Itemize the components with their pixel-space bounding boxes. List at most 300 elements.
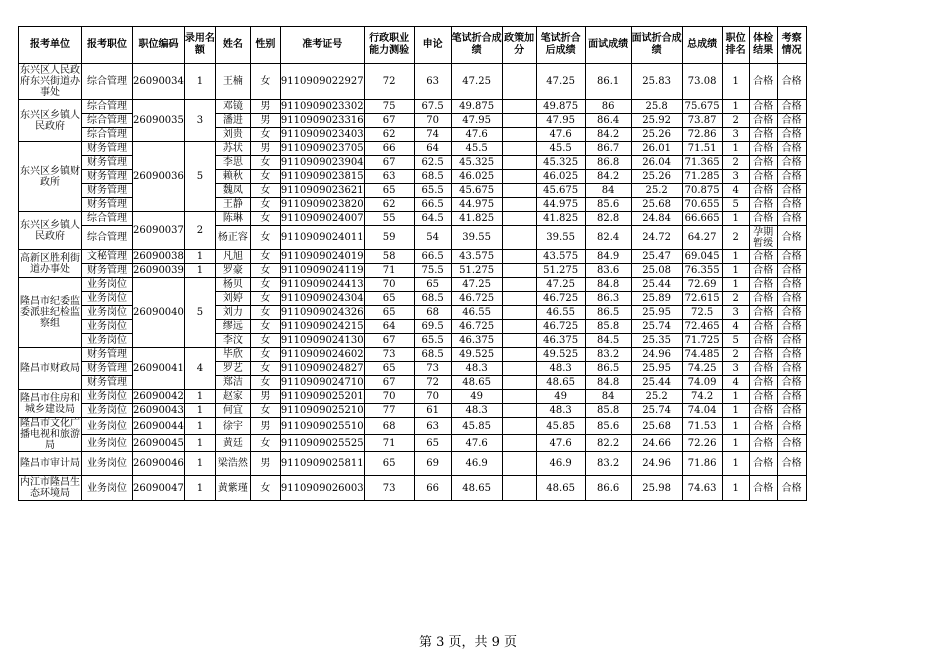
post-cell: 综合管理 — [82, 114, 133, 128]
interview-score-cell: 86.1 — [585, 64, 631, 100]
post-cell: 财务管理 — [82, 184, 133, 198]
total-score-cell: 72.615 — [682, 292, 722, 306]
shenlun-score-cell: 65 — [414, 435, 451, 452]
name-cell: 赖秋 — [215, 170, 250, 184]
interview-score-cell: 85.8 — [585, 320, 631, 334]
physical-result-cell: 合格 — [749, 64, 777, 100]
sex-cell: 女 — [250, 264, 280, 278]
exam-id-cell: 9110909022927 — [280, 64, 364, 100]
exam-id-cell: 9110909023904 — [280, 157, 364, 168]
physical-result-cell: 合格 — [749, 278, 777, 292]
post-cell: 业务岗位 — [82, 320, 133, 334]
written-converted-cell: 45.5 — [451, 142, 502, 156]
physical-result-cell: 合格 — [749, 156, 777, 170]
interview-score-cell: 86 — [585, 100, 631, 114]
xingce-score-cell: 63 — [364, 170, 414, 184]
xingce-score-cell: 65 — [364, 362, 414, 376]
physical-result-cell: 孕期暂缓 — [749, 226, 777, 250]
interview-converted-cell: 24.96 — [631, 348, 682, 362]
name-cell: 黄紫瑾 — [215, 476, 250, 501]
policy-bonus-cell — [502, 348, 536, 362]
xingce-score-cell: 73 — [364, 476, 414, 501]
shenlun-score-cell: 68.5 — [414, 348, 451, 362]
written-final-cell: 39.55 — [536, 226, 585, 250]
inspection-cell: 合格 — [777, 362, 806, 376]
xingce-score-cell: 62 — [364, 128, 414, 142]
interview-converted-cell: 25.89 — [631, 292, 682, 306]
name-cell: 郑洁 — [215, 376, 250, 390]
policy-bonus-cell — [502, 435, 536, 452]
exam-id-cell: 9110909023316 — [280, 115, 364, 126]
shenlun-score-cell: 70 — [414, 114, 451, 128]
post-cell: 业务岗位 — [82, 418, 133, 435]
sex-cell: 男 — [250, 390, 280, 404]
written-final-cell: 45.325 — [536, 156, 585, 170]
column-header: 姓名 — [215, 27, 250, 64]
exam-id-cell: 9110909025510 — [280, 418, 364, 435]
quota-cell: 1 — [184, 476, 215, 501]
exam-id-cell: 9110909024119 — [280, 265, 364, 276]
exam-id-cell: 9110909023302 — [280, 101, 364, 112]
unit-cell: 隆昌市财政局 — [19, 348, 82, 390]
code-cell: 26090045 — [133, 435, 185, 452]
shenlun-score-cell: 70 — [414, 390, 451, 404]
rank-cell: 1 — [722, 404, 749, 418]
shenlun-score-cell: 63 — [414, 64, 451, 100]
code-cell: 26090047 — [133, 476, 185, 501]
written-final-cell: 45.5 — [536, 142, 585, 156]
policy-bonus-cell — [502, 156, 536, 170]
inspection-cell: 合格 — [777, 452, 806, 476]
shenlun-score-cell: 65.5 — [414, 184, 451, 198]
column-header: 总成绩 — [682, 27, 722, 64]
shenlun-score-cell: 62.5 — [414, 156, 451, 170]
column-header: 准考证号 — [280, 27, 364, 64]
written-final-cell: 48.65 — [536, 376, 585, 390]
inspection-cell: 合格 — [777, 156, 806, 170]
total-score-cell: 71.53 — [682, 418, 722, 435]
post-cell: 财务管理 — [82, 156, 133, 170]
quota-cell: 4 — [184, 348, 215, 390]
xingce-score-cell: 72 — [364, 64, 414, 100]
shenlun-score-cell: 66.5 — [414, 250, 451, 264]
name-cell: 陈琳 — [215, 212, 250, 226]
page-footer: 第 3 页，共 9 页 — [418, 635, 518, 650]
name-cell: 罗豪 — [215, 264, 250, 278]
interview-score-cell: 86.5 — [585, 362, 631, 376]
policy-bonus-cell — [502, 278, 536, 292]
sex-cell: 女 — [250, 320, 280, 334]
sex-cell: 女 — [250, 226, 280, 250]
physical-result-cell: 合格 — [749, 435, 777, 452]
sex-cell: 女 — [250, 250, 280, 264]
interview-converted-cell: 25.74 — [631, 320, 682, 334]
interview-converted-cell: 25.68 — [631, 198, 682, 212]
physical-result-cell: 合格 — [749, 250, 777, 264]
written-final-cell: 48.3 — [536, 362, 585, 376]
sex-cell: 男 — [250, 114, 280, 128]
post-cell: 财务管理 — [82, 264, 133, 278]
shenlun-score-cell: 65.5 — [414, 334, 451, 348]
written-final-cell: 46.725 — [536, 292, 585, 306]
policy-bonus-cell — [502, 320, 536, 334]
interview-score-cell: 85.6 — [585, 418, 631, 435]
xingce-score-cell: 75 — [364, 100, 414, 114]
rank-cell: 3 — [722, 128, 749, 142]
exam-id-cell: 9110909023621 — [280, 185, 364, 196]
table-row — [19, 250, 807, 264]
column-header: 行政职业能力测验 — [364, 27, 414, 64]
sex-cell: 男 — [250, 142, 280, 156]
interview-score-cell: 86.8 — [585, 156, 631, 170]
xingce-score-cell: 62 — [364, 198, 414, 212]
written-converted-cell: 43.575 — [451, 250, 502, 264]
post-cell: 业务岗位 — [82, 306, 133, 320]
total-score-cell: 71.365 — [682, 156, 722, 170]
total-score-cell: 72.5 — [682, 306, 722, 320]
physical-result-cell: 合格 — [749, 142, 777, 156]
unit-cell: 东兴区乡镇财政所 — [19, 142, 82, 212]
policy-bonus-cell — [502, 226, 536, 250]
sex-cell: 女 — [250, 362, 280, 376]
inspection-cell: 合格 — [777, 306, 806, 320]
written-converted-cell: 39.55 — [451, 226, 502, 250]
column-header: 政策加分 — [502, 27, 536, 64]
rank-cell: 2 — [722, 348, 749, 362]
table-body — [19, 64, 807, 501]
physical-result-cell: 合格 — [749, 376, 777, 390]
quota-cell: 2 — [184, 212, 215, 250]
interview-score-cell: 86.6 — [585, 476, 631, 501]
interview-score-cell: 82.8 — [585, 212, 631, 226]
quota-cell: 1 — [184, 418, 215, 435]
xingce-score-cell: 71 — [364, 435, 414, 452]
written-converted-cell: 45.675 — [451, 184, 502, 198]
xingce-score-cell: 65 — [364, 292, 414, 306]
name-cell: 罗艺 — [215, 362, 250, 376]
interview-score-cell: 84.2 — [585, 128, 631, 142]
total-score-cell: 71.285 — [682, 170, 722, 184]
total-score-cell: 74.04 — [682, 404, 722, 418]
table-row — [19, 418, 807, 435]
name-cell: 凡旭 — [215, 250, 250, 264]
post-cell: 财务管理 — [82, 376, 133, 390]
total-score-cell: 73.87 — [682, 114, 722, 128]
interview-score-cell: 82.4 — [585, 226, 631, 250]
name-cell: 杨贝 — [215, 278, 250, 292]
interview-score-cell: 84.8 — [585, 278, 631, 292]
name-cell: 李汶 — [215, 334, 250, 348]
total-score-cell: 74.485 — [682, 348, 722, 362]
policy-bonus-cell — [502, 184, 536, 198]
shenlun-score-cell: 65 — [414, 278, 451, 292]
written-converted-cell: 49 — [451, 390, 502, 404]
table-row — [19, 404, 807, 418]
table-row — [19, 390, 807, 404]
table-row — [19, 278, 807, 292]
written-final-cell: 47.6 — [536, 435, 585, 452]
column-header: 职位排名 — [722, 27, 749, 64]
unit-cell: 隆昌市文化广播电视和旅游局 — [20, 418, 80, 451]
xingce-score-cell: 70 — [364, 390, 414, 404]
physical-result-cell: 合格 — [749, 334, 777, 348]
post-cell: 财务管理 — [82, 362, 133, 376]
total-score-cell: 69.045 — [682, 250, 722, 264]
total-score-cell: 72.69 — [682, 278, 722, 292]
total-score-cell: 75.675 — [682, 100, 722, 114]
shenlun-score-cell: 75.5 — [414, 264, 451, 278]
shenlun-score-cell: 66.5 — [414, 198, 451, 212]
name-cell: 何宜 — [215, 404, 250, 418]
code-cell: 26090038 — [133, 251, 184, 262]
shenlun-score-cell: 72 — [414, 376, 451, 390]
interview-converted-cell: 25.2 — [631, 390, 682, 404]
sex-cell: 男 — [250, 100, 280, 114]
post-cell: 业务岗位 — [82, 390, 133, 404]
rank-cell: 1 — [722, 212, 749, 226]
written-final-cell: 45.675 — [536, 184, 585, 198]
unit-cell: 东兴区乡镇人民政府 — [19, 212, 82, 250]
interview-score-cell: 84.2 — [585, 170, 631, 184]
unit-cell: 隆昌市纪委监委派驻纪检监察组 — [19, 278, 82, 348]
interview-converted-cell: 25.95 — [631, 362, 682, 376]
sex-cell: 女 — [250, 476, 280, 501]
interview-score-cell: 84.5 — [585, 334, 631, 348]
name-cell: 邓镜 — [215, 100, 250, 114]
rank-cell: 1 — [722, 100, 749, 114]
xingce-score-cell: 65 — [364, 184, 414, 198]
inspection-cell: 合格 — [777, 348, 806, 362]
interview-converted-cell: 24.72 — [631, 226, 682, 250]
xingce-score-cell: 77 — [364, 404, 414, 418]
xingce-score-cell: 65 — [364, 306, 414, 320]
rank-cell: 1 — [722, 476, 749, 501]
name-cell: 刘贵 — [215, 128, 250, 142]
written-final-cell: 45.85 — [536, 418, 585, 435]
written-converted-cell: 47.25 — [451, 64, 502, 100]
written-converted-cell: 45.325 — [451, 156, 502, 170]
interview-converted-cell: 25.83 — [631, 64, 682, 100]
physical-result-cell: 合格 — [749, 114, 777, 128]
interview-score-cell: 84 — [585, 184, 631, 198]
interview-converted-cell: 25.68 — [631, 418, 682, 435]
written-converted-cell: 47.95 — [451, 114, 502, 128]
written-final-cell: 49.875 — [536, 100, 585, 114]
total-score-cell: 74.25 — [682, 362, 722, 376]
written-converted-cell: 46.725 — [451, 320, 502, 334]
rank-cell: 3 — [722, 170, 749, 184]
sex-cell: 女 — [250, 334, 280, 348]
column-header: 笔试折合后成绩 — [536, 27, 585, 64]
post-cell: 财务管理 — [82, 348, 133, 362]
table-row — [19, 452, 807, 476]
header-row — [19, 27, 807, 64]
rank-cell: 1 — [722, 142, 749, 156]
inspection-cell: 合格 — [777, 334, 806, 348]
xingce-score-cell: 59 — [364, 226, 414, 250]
quota-cell: 1 — [184, 264, 215, 278]
name-cell: 苏状 — [215, 142, 250, 156]
exam-id-cell: 9110909025210 — [280, 405, 364, 416]
inspection-cell: 合格 — [777, 250, 806, 264]
exam-id-cell: 9110909024827 — [280, 363, 364, 374]
sex-cell: 女 — [250, 128, 280, 142]
quota-cell: 5 — [184, 142, 215, 212]
interview-converted-cell: 25.8 — [631, 100, 682, 114]
physical-result-cell: 合格 — [749, 390, 777, 404]
post-cell: 财务管理 — [82, 142, 133, 156]
interview-converted-cell: 24.84 — [631, 212, 682, 226]
table-row — [19, 142, 807, 156]
rank-cell: 1 — [722, 435, 749, 452]
interview-score-cell: 84.9 — [585, 250, 631, 264]
policy-bonus-cell — [502, 100, 536, 114]
sex-cell: 女 — [250, 435, 280, 452]
inspection-cell: 合格 — [777, 100, 806, 114]
name-cell: 王静 — [215, 198, 250, 212]
xingce-score-cell: 65 — [364, 452, 414, 476]
inspection-cell: 合格 — [777, 376, 806, 390]
inspection-cell: 合格 — [777, 264, 806, 278]
sex-cell: 女 — [250, 64, 280, 100]
rank-cell: 4 — [722, 320, 749, 334]
physical-result-cell: 合格 — [749, 418, 777, 435]
xingce-score-cell: 67 — [364, 376, 414, 390]
interview-converted-cell: 25.2 — [631, 184, 682, 198]
interview-score-cell: 86.3 — [585, 292, 631, 306]
unit-cell: 隆昌市审计局 — [19, 452, 82, 476]
name-cell: 赵家 — [215, 390, 250, 404]
xingce-score-cell: 64 — [364, 320, 414, 334]
sex-cell: 女 — [250, 170, 280, 184]
exam-id-cell: 9110909023815 — [280, 171, 364, 182]
exam-id-cell: 9110909024215 — [280, 321, 364, 332]
exam-id-cell: 9110909024019 — [280, 251, 364, 262]
rank-cell: 2 — [722, 156, 749, 170]
table-row — [19, 264, 807, 278]
interview-converted-cell: 25.98 — [631, 476, 682, 501]
interview-converted-cell: 25.26 — [631, 128, 682, 142]
written-final-cell: 46.55 — [536, 306, 585, 320]
name-cell: 梁浩然 — [215, 452, 250, 476]
name-cell: 徐宇 — [215, 418, 250, 435]
inspection-cell: 合格 — [777, 128, 806, 142]
total-score-cell: 74.63 — [682, 476, 722, 501]
interview-score-cell: 85.6 — [585, 198, 631, 212]
shenlun-score-cell: 66 — [414, 476, 451, 501]
policy-bonus-cell — [502, 376, 536, 390]
interview-converted-cell: 25.44 — [631, 376, 682, 390]
rank-cell: 1 — [722, 64, 749, 100]
interview-score-cell: 86.4 — [585, 114, 631, 128]
physical-result-cell: 合格 — [749, 198, 777, 212]
quota-cell: 1 — [184, 404, 215, 418]
written-final-cell: 47.95 — [536, 114, 585, 128]
shenlun-score-cell: 64 — [414, 142, 451, 156]
rank-cell: 4 — [722, 184, 749, 198]
total-score-cell: 70.655 — [682, 198, 722, 212]
total-score-cell: 70.875 — [682, 184, 722, 198]
quota-cell: 1 — [184, 435, 215, 452]
code-cell: 26090037 — [133, 212, 185, 250]
physical-result-cell: 合格 — [749, 348, 777, 362]
table-row — [19, 212, 807, 226]
policy-bonus-cell — [502, 250, 536, 264]
written-final-cell: 48.65 — [536, 476, 585, 501]
policy-bonus-cell — [502, 264, 536, 278]
xingce-score-cell: 67 — [364, 156, 414, 170]
written-converted-cell: 46.9 — [451, 452, 502, 476]
post-cell: 综合管理 — [82, 100, 133, 114]
xingce-score-cell: 67 — [364, 334, 414, 348]
shenlun-score-cell: 68.5 — [414, 292, 451, 306]
interview-score-cell: 82.2 — [585, 435, 631, 452]
rank-cell: 1 — [722, 452, 749, 476]
shenlun-score-cell: 68 — [414, 306, 451, 320]
inspection-cell: 合格 — [777, 114, 806, 128]
written-final-cell: 46.725 — [536, 320, 585, 334]
interview-score-cell: 84.8 — [585, 376, 631, 390]
rank-cell: 5 — [722, 334, 749, 348]
post-cell: 财务管理 — [82, 170, 133, 184]
inspection-cell: 合格 — [777, 435, 806, 452]
xingce-score-cell: 68 — [364, 418, 414, 435]
rank-cell: 2 — [722, 114, 749, 128]
post-cell: 业务岗位 — [82, 334, 133, 348]
inspection-cell: 合格 — [777, 390, 806, 404]
interview-score-cell: 86.5 — [585, 306, 631, 320]
policy-bonus-cell — [502, 452, 536, 476]
inspection-cell: 合格 — [777, 320, 806, 334]
inspection-cell: 合格 — [777, 476, 806, 501]
exam-id-cell: 9110909026003 — [280, 476, 364, 501]
written-converted-cell: 47.6 — [451, 435, 502, 452]
written-final-cell: 47.25 — [536, 64, 585, 100]
interview-converted-cell: 25.47 — [631, 250, 682, 264]
post-cell: 综合管理 — [82, 226, 133, 250]
shenlun-score-cell: 69 — [414, 452, 451, 476]
code-cell: 26090035 — [133, 100, 185, 142]
total-score-cell: 71.86 — [682, 452, 722, 476]
shenlun-score-cell: 61 — [414, 404, 451, 418]
written-converted-cell: 47.25 — [451, 278, 502, 292]
shenlun-score-cell: 68.5 — [414, 170, 451, 184]
written-converted-cell: 49.875 — [451, 100, 502, 114]
policy-bonus-cell — [502, 334, 536, 348]
name-cell: 毕欣 — [215, 348, 250, 362]
total-score-cell: 71.725 — [682, 334, 722, 348]
interview-converted-cell: 25.44 — [631, 278, 682, 292]
policy-bonus-cell — [502, 404, 536, 418]
interview-converted-cell: 25.08 — [631, 264, 682, 278]
written-converted-cell: 46.725 — [451, 292, 502, 306]
written-converted-cell: 44.975 — [451, 198, 502, 212]
policy-bonus-cell — [502, 128, 536, 142]
column-header: 报考单位 — [19, 27, 82, 64]
total-score-cell: 74.2 — [682, 390, 722, 404]
shenlun-score-cell: 73 — [414, 362, 451, 376]
shenlun-score-cell: 64.5 — [414, 212, 451, 226]
written-final-cell: 43.575 — [536, 250, 585, 264]
quota-cell: 3 — [184, 100, 215, 142]
code-cell: 26090039 — [133, 265, 184, 276]
name-cell: 缪远 — [215, 320, 250, 334]
exam-id-cell: 9110909025811 — [280, 452, 364, 476]
physical-result-cell: 合格 — [749, 306, 777, 320]
physical-result-cell: 合格 — [749, 452, 777, 476]
name-cell: 刘婷 — [215, 292, 250, 306]
column-header: 录用名额 — [184, 27, 215, 64]
